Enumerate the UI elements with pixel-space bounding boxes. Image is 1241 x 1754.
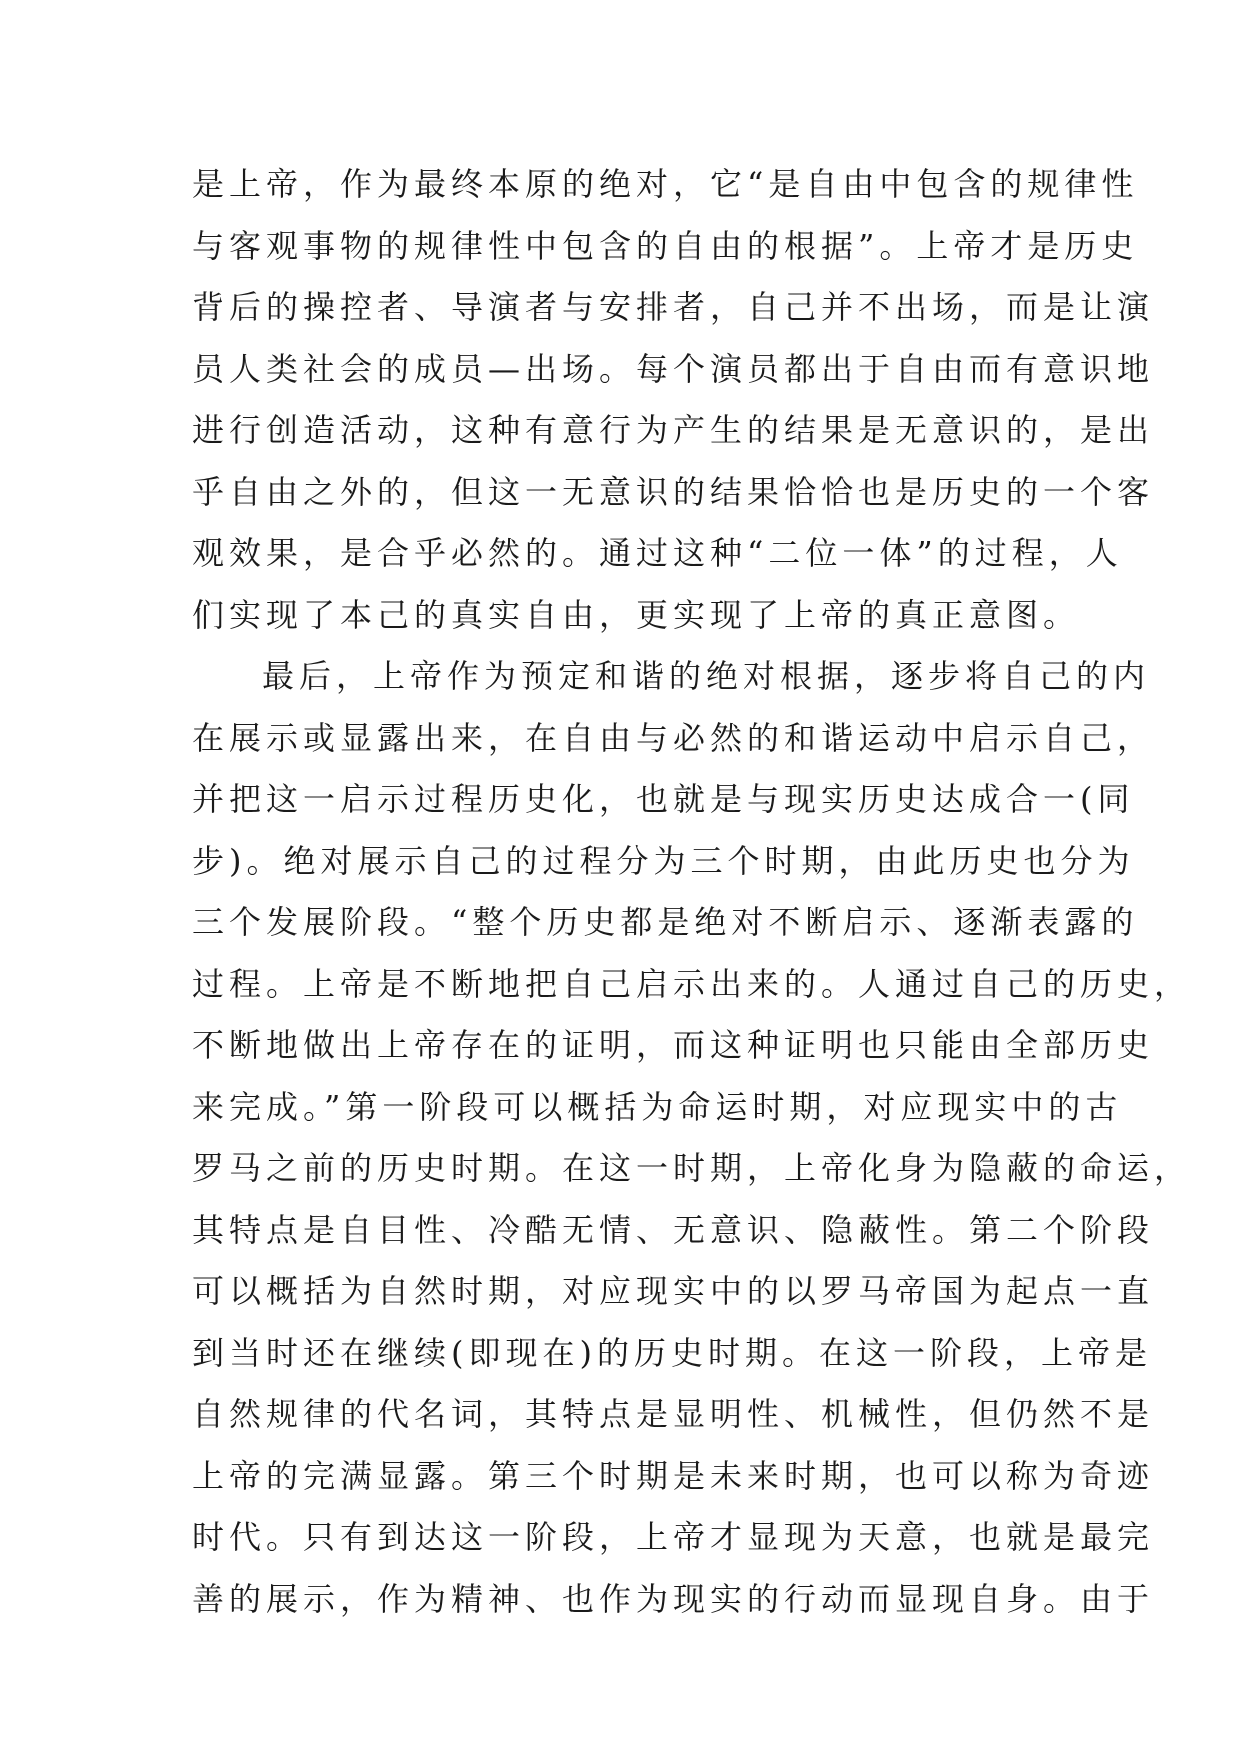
text-line: 们实现了本己的真实自由，更实现了上帝的真正意图。 xyxy=(192,595,1081,634)
text-line: 时代。只有到达这一阶段，上帝才显现为天意，也就是最完 xyxy=(192,1518,1155,1556)
text-line: 到当时还在继续(即现在)的历史时期。在这一阶段，上帝是 xyxy=(192,1333,1152,1372)
text-line: 在展示或显露出来，在自由与必然的和谐运动中启示自己， xyxy=(192,718,1155,757)
text-line: 自然规律的代名词，其特点是显明性、机械性，但仍然不是 xyxy=(192,1395,1155,1433)
text-line: 与客观事物的规律性中包含的自由的根据”。上帝才是历史 xyxy=(192,226,1139,265)
text-line: 过程。上帝是不断地把自己启示出来的。人通过自己的历史， xyxy=(192,964,1192,1003)
text-line: 进行创造活动，这种有意行为产生的结果是无意识的，是出 xyxy=(192,411,1155,449)
text-line: 步)。绝对展示自己的过程分为三个时期，由此历史也分为 xyxy=(192,841,1135,880)
text-line: 员人类社会的成员—出场。每个演员都出于自由而有意识地 xyxy=(192,349,1155,388)
text-line: 可以概括为自然时期，对应现实中的以罗马帝国为起点一直 xyxy=(192,1272,1155,1310)
text-line: 背后的操控者、导演者与安排者，自己并不出场，而是让演 xyxy=(192,288,1155,326)
text-line: 是上帝，作为最终本原的绝对，它“是自由中包含的规律性 xyxy=(192,165,1139,203)
text-line: 罗马之前的历史时期。在这一时期，上帝化身为隐蔽的命运， xyxy=(192,1149,1192,1187)
body-text xyxy=(192,158,1192,1634)
paragraph-2 xyxy=(192,650,1192,1634)
text-line: 不断地做出上帝存在的证明，而这种证明也只能由全部历史 xyxy=(192,1026,1155,1064)
text-line: 上帝的完满显露。第三个时期是未来时期，也可以称为奇迹 xyxy=(192,1456,1155,1495)
paragraph-1 xyxy=(192,158,1155,650)
text-line: 三个发展阶段。“整个历史都是绝对不断启示、逐渐表露的 xyxy=(192,903,1139,941)
text-line: 观效果，是合乎必然的。通过这种“二位一体”的过程，人 xyxy=(192,534,1123,572)
text-line: 善的展示，作为精神、也作为现实的行动而显现自身。由于 xyxy=(192,1579,1155,1618)
text-line: 其特点是自目性、冷酷无情、无意识、隐蔽性。第二个阶段 xyxy=(192,1210,1155,1249)
text-line: 并把这一启示过程历史化，也就是与现实历史达成合一(同 xyxy=(192,780,1135,818)
text-line: 最后，上帝作为预定和谐的绝对根据，逐步将自己的内 xyxy=(262,657,1151,695)
text-line: 乎自由之外的，但这一无意识的结果恰恰也是历史的一个客 xyxy=(192,472,1155,511)
text-line: 来完成。”第一阶段可以概括为命运时期，对应现实中的古 xyxy=(192,1087,1123,1126)
